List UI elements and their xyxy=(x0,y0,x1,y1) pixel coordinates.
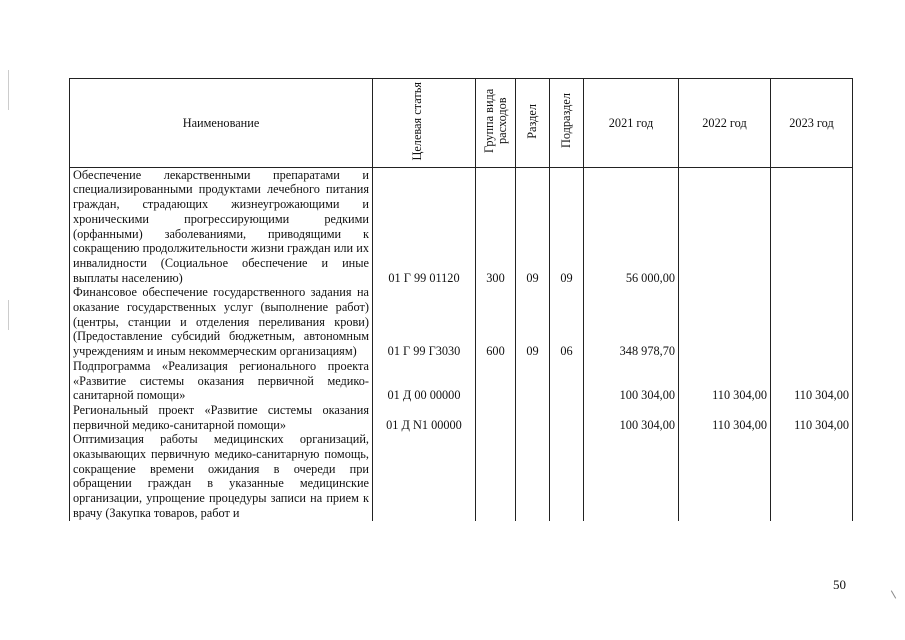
row-section xyxy=(516,359,550,403)
row-2022: 110 304,00 xyxy=(679,359,771,403)
row-name: Подпрограмма «Реализация регионального проекта «Развитие системы оказания первичной медико-санитарной помощи» xyxy=(70,359,373,403)
row-2023: 110 304,00 xyxy=(771,359,853,403)
scan-mark xyxy=(8,300,9,330)
row-group xyxy=(476,432,516,520)
row-2022: 110 304,00 xyxy=(679,403,771,432)
row-target: 01 Д 00 00000 xyxy=(373,359,476,403)
row-2022 xyxy=(679,167,771,285)
row-section xyxy=(516,432,550,520)
header-2021: 2021 год xyxy=(584,79,679,168)
row-subsection xyxy=(550,403,584,432)
row-subsection: 09 xyxy=(550,167,584,285)
row-group: 300 xyxy=(476,167,516,285)
header-section: Раздел xyxy=(516,79,550,168)
row-2021: 100 304,00 xyxy=(584,403,679,432)
row-2023 xyxy=(771,285,853,359)
row-subsection: 06 xyxy=(550,285,584,359)
scan-mark xyxy=(8,70,9,110)
scan-mark xyxy=(891,590,896,598)
header-target: Целевая статья xyxy=(373,79,476,168)
row-name: Региональный проект «Развитие системы оказания первичной медико-санитарной помощи» xyxy=(70,403,373,432)
row-group: 600 xyxy=(476,285,516,359)
row-target: 01 Д N1 00000 xyxy=(373,403,476,432)
row-section xyxy=(516,403,550,432)
header-2022: 2022 год xyxy=(679,79,771,168)
row-2023: 110 304,00 xyxy=(771,403,853,432)
row-2021: 56 000,00 xyxy=(584,167,679,285)
row-2021 xyxy=(584,432,679,520)
row-2022 xyxy=(679,285,771,359)
row-name: Обеспечение лекарственными препаратами и специализированными продуктами лечебного питания граждан, страдающих жизнеугрожающими и хроническими прогрессирующими редкими (орфанными) заболеваниями, приводящими к сокращению продолжительности жизни граждан или их инвалидности (Социальное обеспечение и иные выплаты населению) xyxy=(70,167,373,285)
row-2021: 100 304,00 xyxy=(584,359,679,403)
row-section: 09 xyxy=(516,167,550,285)
header-2023: 2023 год xyxy=(771,79,853,168)
row-target: 01 Г 99 01120 xyxy=(373,167,476,285)
row-target xyxy=(373,432,476,520)
row-2023 xyxy=(771,167,853,285)
table-row xyxy=(70,432,853,520)
page-number: 50 xyxy=(833,577,846,592)
row-2023 xyxy=(771,432,853,520)
row-2022 xyxy=(679,432,771,520)
table-row xyxy=(70,167,853,285)
table-row xyxy=(70,285,853,359)
row-target: 01 Г 99 Г3030 xyxy=(373,285,476,359)
row-2021: 348 978,70 xyxy=(584,285,679,359)
row-group xyxy=(476,359,516,403)
header-row xyxy=(70,79,853,168)
row-group xyxy=(476,403,516,432)
table-row xyxy=(70,403,853,432)
row-subsection xyxy=(550,359,584,403)
header-group: Группа вида расходов xyxy=(476,79,516,168)
row-name: Финансовое обеспечение государственного задания на оказание государственных услуг (выполнение работ) (центры, станции и отделения переливания крови) (Предоставление субсидий бюджетным, автономным учреждениям и иным некоммерческим организациям) xyxy=(70,285,373,359)
row-subsection xyxy=(550,432,584,520)
table-row xyxy=(70,359,853,403)
row-section: 09 xyxy=(516,285,550,359)
header-name: Наименование xyxy=(70,79,373,168)
budget-table xyxy=(69,78,853,521)
header-subsection: Подраздел xyxy=(550,79,584,168)
row-name: Оптимизация работы медицинских организаций, оказывающих первичную медико-санитарную помощь, сокращение времени ожидания в очереди при обращении граждан в указанные медицинские организации, упрощение процедуры записи на прием к врачу (Закупка товаров, работ и xyxy=(70,432,373,520)
